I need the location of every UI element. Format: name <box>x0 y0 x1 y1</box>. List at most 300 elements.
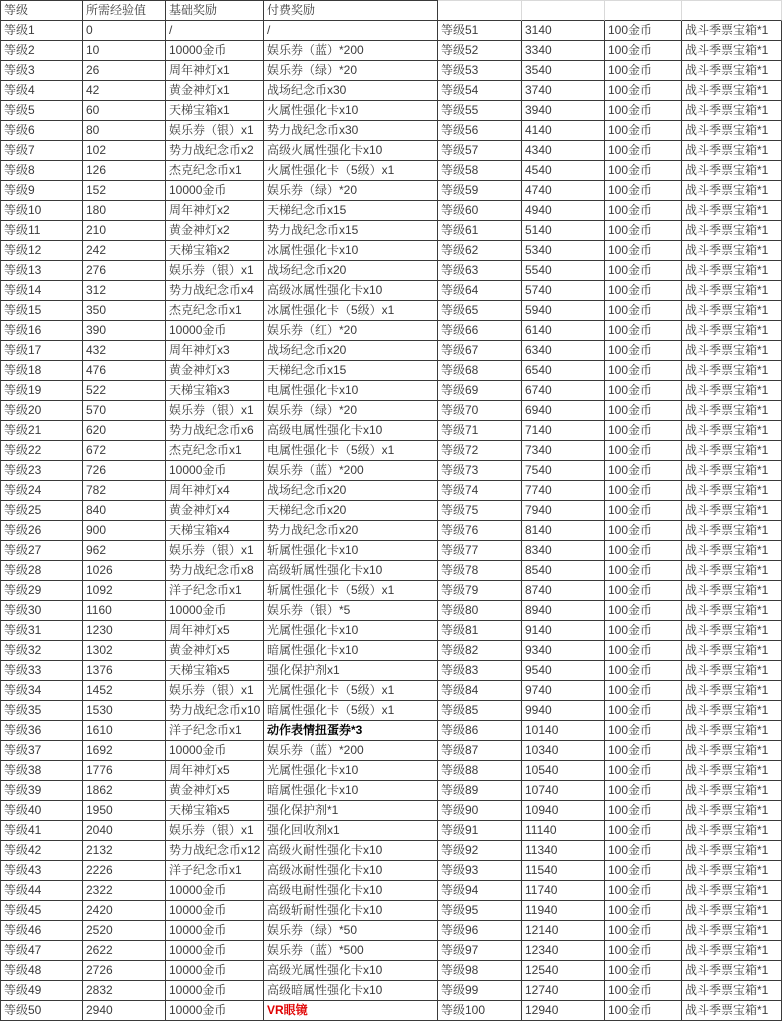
xp-cell[interactable]: 1302 <box>83 641 166 661</box>
basic-reward-cell[interactable]: 100金币 <box>605 961 682 981</box>
paid-reward-cell[interactable]: 强化回收剂x1 <box>264 821 438 841</box>
basic-reward-cell[interactable]: 100金币 <box>605 701 682 721</box>
basic-reward-cell[interactable]: 杰克纪念币x1 <box>166 161 264 181</box>
level-cell[interactable]: 等级84 <box>438 681 522 701</box>
paid-reward-cell[interactable]: 娱乐券（绿）*20 <box>264 181 438 201</box>
xp-cell[interactable]: 1092 <box>83 581 166 601</box>
paid-reward-cell[interactable]: 战斗季票宝箱*1 <box>682 721 782 741</box>
level-cell[interactable]: 等级13 <box>1 261 83 281</box>
basic-reward-cell[interactable]: 100金币 <box>605 261 682 281</box>
basic-reward-cell[interactable]: 100金币 <box>605 501 682 521</box>
level-cell[interactable]: 等级61 <box>438 221 522 241</box>
xp-cell[interactable]: 126 <box>83 161 166 181</box>
level-cell[interactable]: 等级71 <box>438 421 522 441</box>
basic-reward-cell[interactable]: 洋子纪念币x1 <box>166 861 264 881</box>
basic-reward-cell[interactable]: 10000金币 <box>166 1001 264 1021</box>
basic-reward-cell[interactable]: 100金币 <box>605 981 682 1001</box>
xp-cell[interactable]: 2726 <box>83 961 166 981</box>
level-cell[interactable]: 等级79 <box>438 581 522 601</box>
level-cell[interactable]: 等级8 <box>1 161 83 181</box>
level-cell[interactable]: 等级70 <box>438 401 522 421</box>
xp-cell[interactable]: 9140 <box>522 621 605 641</box>
xp-cell[interactable]: 2622 <box>83 941 166 961</box>
paid-reward-cell[interactable]: 高级电耐性强化卡x10 <box>264 881 438 901</box>
basic-reward-cell[interactable]: 天梯宝箱x5 <box>166 661 264 681</box>
paid-reward-cell[interactable]: 战斗季票宝箱*1 <box>682 621 782 641</box>
level-cell[interactable]: 等级96 <box>438 921 522 941</box>
level-cell[interactable]: 等级68 <box>438 361 522 381</box>
level-cell[interactable]: 等级95 <box>438 901 522 921</box>
basic-reward-cell[interactable]: 100金币 <box>605 281 682 301</box>
level-cell[interactable]: 等级89 <box>438 781 522 801</box>
level-cell[interactable]: 等级14 <box>1 281 83 301</box>
level-cell[interactable]: 等级97 <box>438 941 522 961</box>
paid-reward-cell[interactable]: 战斗季票宝箱*1 <box>682 281 782 301</box>
basic-reward-cell[interactable]: 100金币 <box>605 801 682 821</box>
basic-reward-cell[interactable]: 黄金神灯x2 <box>166 221 264 241</box>
basic-reward-cell[interactable]: 10000金币 <box>166 961 264 981</box>
level-cell[interactable]: 等级38 <box>1 761 83 781</box>
basic-reward-cell[interactable]: 100金币 <box>605 641 682 661</box>
level-cell[interactable]: 等级50 <box>1 1001 83 1021</box>
basic-reward-cell[interactable]: 周年神灯x5 <box>166 761 264 781</box>
basic-reward-cell[interactable]: 100金币 <box>605 181 682 201</box>
basic-reward-cell[interactable]: / <box>166 21 264 41</box>
level-cell[interactable]: 等级46 <box>1 921 83 941</box>
paid-reward-cell[interactable]: 战斗季票宝箱*1 <box>682 681 782 701</box>
level-cell[interactable]: 等级91 <box>438 821 522 841</box>
xp-cell[interactable]: 6540 <box>522 361 605 381</box>
paid-reward-cell[interactable]: 战斗季票宝箱*1 <box>682 381 782 401</box>
level-cell[interactable]: 等级11 <box>1 221 83 241</box>
level-cell[interactable]: 等级7 <box>1 141 83 161</box>
basic-reward-cell[interactable]: 黄金神灯x5 <box>166 781 264 801</box>
basic-reward-cell[interactable]: 100金币 <box>605 521 682 541</box>
xp-cell[interactable]: 4540 <box>522 161 605 181</box>
empty-header-cell[interactable] <box>605 1 682 21</box>
column-header-required-xp[interactable]: 所需经验值 <box>83 1 166 21</box>
xp-cell[interactable]: 782 <box>83 481 166 501</box>
level-cell[interactable]: 等级44 <box>1 881 83 901</box>
paid-reward-cell[interactable]: 战斗季票宝箱*1 <box>682 141 782 161</box>
level-cell[interactable]: 等级6 <box>1 121 83 141</box>
level-cell[interactable]: 等级20 <box>1 401 83 421</box>
level-cell[interactable]: 等级26 <box>1 521 83 541</box>
xp-cell[interactable]: 5740 <box>522 281 605 301</box>
paid-reward-cell[interactable]: 暗属性强化卡（5级）x1 <box>264 701 438 721</box>
xp-cell[interactable]: 276 <box>83 261 166 281</box>
xp-cell[interactable]: 12940 <box>522 1001 605 1021</box>
basic-reward-cell[interactable]: 黄金神灯x4 <box>166 501 264 521</box>
basic-reward-cell[interactable]: 娱乐券（银）x1 <box>166 821 264 841</box>
basic-reward-cell[interactable]: 天梯宝箱x2 <box>166 241 264 261</box>
basic-reward-cell[interactable]: 100金币 <box>605 581 682 601</box>
xp-cell[interactable]: 2132 <box>83 841 166 861</box>
level-cell[interactable]: 等级16 <box>1 321 83 341</box>
xp-cell[interactable]: 1026 <box>83 561 166 581</box>
basic-reward-cell[interactable]: 100金币 <box>605 461 682 481</box>
level-cell[interactable]: 等级15 <box>1 301 83 321</box>
xp-cell[interactable]: 210 <box>83 221 166 241</box>
level-cell[interactable]: 等级28 <box>1 561 83 581</box>
basic-reward-cell[interactable]: 10000金币 <box>166 901 264 921</box>
xp-cell[interactable]: 10740 <box>522 781 605 801</box>
level-cell[interactable]: 等级100 <box>438 1001 522 1021</box>
basic-reward-cell[interactable]: 周年神灯x2 <box>166 201 264 221</box>
paid-reward-cell[interactable]: 高级暗属性强化卡x10 <box>264 981 438 1001</box>
basic-reward-cell[interactable]: 势力战纪念币x12 <box>166 841 264 861</box>
xp-cell[interactable]: 1610 <box>83 721 166 741</box>
paid-reward-cell[interactable]: 冰属性强化卡（5级）x1 <box>264 301 438 321</box>
level-cell[interactable]: 等级77 <box>438 541 522 561</box>
paid-reward-cell[interactable]: 娱乐券（绿）*50 <box>264 921 438 941</box>
xp-cell[interactable]: 11540 <box>522 861 605 881</box>
xp-cell[interactable]: 11340 <box>522 841 605 861</box>
xp-cell[interactable]: 2040 <box>83 821 166 841</box>
level-cell[interactable]: 等级82 <box>438 641 522 661</box>
basic-reward-cell[interactable]: 娱乐券（银）x1 <box>166 121 264 141</box>
level-cell[interactable]: 等级55 <box>438 101 522 121</box>
basic-reward-cell[interactable]: 杰克纪念币x1 <box>166 301 264 321</box>
paid-reward-cell[interactable]: 战斗季票宝箱*1 <box>682 341 782 361</box>
xp-cell[interactable]: 4740 <box>522 181 605 201</box>
paid-reward-cell[interactable]: 战斗季票宝箱*1 <box>682 901 782 921</box>
paid-reward-cell[interactable]: 娱乐券（蓝）*200 <box>264 741 438 761</box>
basic-reward-cell[interactable]: 洋子纪念币x1 <box>166 581 264 601</box>
basic-reward-cell[interactable]: 10000金币 <box>166 181 264 201</box>
level-cell[interactable]: 等级62 <box>438 241 522 261</box>
xp-cell[interactable]: 5940 <box>522 301 605 321</box>
xp-cell[interactable]: 7740 <box>522 481 605 501</box>
xp-cell[interactable]: 8540 <box>522 561 605 581</box>
paid-reward-cell[interactable]: 斩属性强化卡（5级）x1 <box>264 581 438 601</box>
level-cell[interactable]: 等级10 <box>1 201 83 221</box>
basic-reward-cell[interactable]: 100金币 <box>605 821 682 841</box>
paid-reward-cell[interactable]: 势力战纪念币x20 <box>264 521 438 541</box>
paid-reward-cell[interactable]: 战斗季票宝箱*1 <box>682 161 782 181</box>
basic-reward-cell[interactable]: 娱乐券（银）x1 <box>166 261 264 281</box>
level-cell[interactable]: 等级58 <box>438 161 522 181</box>
xp-cell[interactable]: 2832 <box>83 981 166 1001</box>
paid-reward-cell[interactable]: 战斗季票宝箱*1 <box>682 461 782 481</box>
basic-reward-cell[interactable]: 100金币 <box>605 41 682 61</box>
paid-reward-cell[interactable]: 高级光属性强化卡x10 <box>264 961 438 981</box>
basic-reward-cell[interactable]: 天梯宝箱x3 <box>166 381 264 401</box>
level-cell[interactable]: 等级45 <box>1 901 83 921</box>
level-cell[interactable]: 等级75 <box>438 501 522 521</box>
xp-cell[interactable]: 10540 <box>522 761 605 781</box>
paid-reward-cell[interactable]: 势力战纪念币x15 <box>264 221 438 241</box>
paid-reward-cell[interactable]: 战斗季票宝箱*1 <box>682 61 782 81</box>
level-cell[interactable]: 等级37 <box>1 741 83 761</box>
basic-reward-cell[interactable]: 100金币 <box>605 241 682 261</box>
level-cell[interactable]: 等级25 <box>1 501 83 521</box>
basic-reward-cell[interactable]: 100金币 <box>605 301 682 321</box>
paid-reward-cell[interactable]: 光属性强化卡x10 <box>264 761 438 781</box>
level-cell[interactable]: 等级24 <box>1 481 83 501</box>
basic-reward-cell[interactable]: 100金币 <box>605 601 682 621</box>
basic-reward-cell[interactable]: 10000金币 <box>166 921 264 941</box>
paid-reward-cell[interactable]: 战斗季票宝箱*1 <box>682 761 782 781</box>
level-cell[interactable]: 等级63 <box>438 261 522 281</box>
level-cell[interactable]: 等级17 <box>1 341 83 361</box>
level-cell[interactable]: 等级52 <box>438 41 522 61</box>
paid-reward-cell[interactable]: 娱乐券（蓝）*200 <box>264 41 438 61</box>
xp-cell[interactable]: 12340 <box>522 941 605 961</box>
basic-reward-cell[interactable]: 100金币 <box>605 221 682 241</box>
level-cell[interactable]: 等级31 <box>1 621 83 641</box>
level-cell[interactable]: 等级39 <box>1 781 83 801</box>
basic-reward-cell[interactable]: 10000金币 <box>166 321 264 341</box>
basic-reward-cell[interactable]: 100金币 <box>605 121 682 141</box>
xp-cell[interactable]: 7140 <box>522 421 605 441</box>
level-cell[interactable]: 等级27 <box>1 541 83 561</box>
basic-reward-cell[interactable]: 周年神灯x5 <box>166 621 264 641</box>
basic-reward-cell[interactable]: 10000金币 <box>166 741 264 761</box>
paid-reward-cell[interactable]: 战斗季票宝箱*1 <box>682 121 782 141</box>
level-cell[interactable]: 等级35 <box>1 701 83 721</box>
level-cell[interactable]: 等级9 <box>1 181 83 201</box>
basic-reward-cell[interactable]: 势力战纪念币x4 <box>166 281 264 301</box>
paid-reward-cell[interactable]: 战斗季票宝箱*1 <box>682 221 782 241</box>
level-cell[interactable]: 等级88 <box>438 761 522 781</box>
level-cell[interactable]: 等级23 <box>1 461 83 481</box>
basic-reward-cell[interactable]: 10000金币 <box>166 981 264 1001</box>
basic-reward-cell[interactable]: 100金币 <box>605 921 682 941</box>
xp-cell[interactable]: 12540 <box>522 961 605 981</box>
xp-cell[interactable]: 1692 <box>83 741 166 761</box>
xp-cell[interactable]: 12140 <box>522 921 605 941</box>
xp-cell[interactable]: 2322 <box>83 881 166 901</box>
paid-reward-cell[interactable]: 战斗季票宝箱*1 <box>682 881 782 901</box>
paid-reward-cell[interactable]: 战斗季票宝箱*1 <box>682 481 782 501</box>
paid-reward-cell[interactable]: 战斗季票宝箱*1 <box>682 581 782 601</box>
level-cell[interactable]: 等级98 <box>438 961 522 981</box>
xp-cell[interactable]: 7340 <box>522 441 605 461</box>
paid-reward-cell[interactable]: 战斗季票宝箱*1 <box>682 741 782 761</box>
basic-reward-cell[interactable]: 100金币 <box>605 941 682 961</box>
paid-reward-cell[interactable]: 战斗季票宝箱*1 <box>682 861 782 881</box>
xp-cell[interactable]: 8340 <box>522 541 605 561</box>
level-cell[interactable]: 等级18 <box>1 361 83 381</box>
xp-cell[interactable]: 2420 <box>83 901 166 921</box>
basic-reward-cell[interactable]: 100金币 <box>605 841 682 861</box>
basic-reward-cell[interactable]: 100金币 <box>605 341 682 361</box>
paid-reward-cell[interactable]: 战斗季票宝箱*1 <box>682 441 782 461</box>
paid-reward-cell[interactable]: 战斗季票宝箱*1 <box>682 201 782 221</box>
xp-cell[interactable]: 962 <box>83 541 166 561</box>
basic-reward-cell[interactable]: 100金币 <box>605 361 682 381</box>
paid-reward-cell[interactable]: 战斗季票宝箱*1 <box>682 781 782 801</box>
level-cell[interactable]: 等级92 <box>438 841 522 861</box>
paid-reward-cell[interactable]: 战斗季票宝箱*1 <box>682 421 782 441</box>
xp-cell[interactable]: 312 <box>83 281 166 301</box>
paid-reward-cell[interactable]: 战斗季票宝箱*1 <box>682 241 782 261</box>
paid-reward-cell[interactable]: 高级火耐性强化卡x10 <box>264 841 438 861</box>
xp-cell[interactable]: 8940 <box>522 601 605 621</box>
basic-reward-cell[interactable]: 10000金币 <box>166 601 264 621</box>
paid-reward-cell[interactable]: 暗属性强化卡x10 <box>264 641 438 661</box>
basic-reward-cell[interactable]: 100金币 <box>605 881 682 901</box>
basic-reward-cell[interactable]: 10000金币 <box>166 461 264 481</box>
paid-reward-cell[interactable]: 娱乐券（蓝）*500 <box>264 941 438 961</box>
xp-cell[interactable]: 3340 <box>522 41 605 61</box>
xp-cell[interactable]: 4140 <box>522 121 605 141</box>
xp-cell[interactable]: 1376 <box>83 661 166 681</box>
paid-reward-cell[interactable]: 战场纪念币x20 <box>264 341 438 361</box>
xp-cell[interactable]: 4340 <box>522 141 605 161</box>
xp-cell[interactable]: 3540 <box>522 61 605 81</box>
level-cell[interactable]: 等级4 <box>1 81 83 101</box>
basic-reward-cell[interactable]: 黄金神灯x5 <box>166 641 264 661</box>
paid-reward-cell[interactable]: 战场纪念币x20 <box>264 481 438 501</box>
paid-reward-cell[interactable]: 火属性强化卡x10 <box>264 101 438 121</box>
xp-cell[interactable]: 1862 <box>83 781 166 801</box>
xp-cell[interactable]: 9540 <box>522 661 605 681</box>
level-cell[interactable]: 等级19 <box>1 381 83 401</box>
paid-reward-cell[interactable]: / <box>264 21 438 41</box>
level-cell[interactable]: 等级48 <box>1 961 83 981</box>
xp-cell[interactable]: 7940 <box>522 501 605 521</box>
paid-reward-cell[interactable]: 高级冰属性强化卡x10 <box>264 281 438 301</box>
basic-reward-cell[interactable]: 娱乐券（银）x1 <box>166 681 264 701</box>
xp-cell[interactable]: 1950 <box>83 801 166 821</box>
level-cell[interactable]: 等级93 <box>438 861 522 881</box>
basic-reward-cell[interactable]: 天梯宝箱x1 <box>166 101 264 121</box>
xp-cell[interactable]: 6740 <box>522 381 605 401</box>
basic-reward-cell[interactable]: 10000金币 <box>166 41 264 61</box>
xp-cell[interactable]: 9740 <box>522 681 605 701</box>
column-header-level[interactable]: 等级 <box>1 1 83 21</box>
basic-reward-cell[interactable]: 100金币 <box>605 741 682 761</box>
basic-reward-cell[interactable]: 100金币 <box>605 721 682 741</box>
basic-reward-cell[interactable]: 100金币 <box>605 761 682 781</box>
paid-reward-cell[interactable]: 战斗季票宝箱*1 <box>682 1001 782 1021</box>
xp-cell[interactable]: 476 <box>83 361 166 381</box>
xp-cell[interactable]: 620 <box>83 421 166 441</box>
xp-cell[interactable]: 6340 <box>522 341 605 361</box>
basic-reward-cell[interactable]: 100金币 <box>605 861 682 881</box>
paid-reward-cell[interactable]: 战斗季票宝箱*1 <box>682 261 782 281</box>
level-cell[interactable]: 等级87 <box>438 741 522 761</box>
xp-cell[interactable]: 6940 <box>522 401 605 421</box>
basic-reward-cell[interactable]: 周年神灯x4 <box>166 481 264 501</box>
basic-reward-cell[interactable]: 100金币 <box>605 381 682 401</box>
level-cell[interactable]: 等级86 <box>438 721 522 741</box>
paid-reward-cell[interactable]: 火属性强化卡（5级）x1 <box>264 161 438 181</box>
level-cell[interactable]: 等级1 <box>1 21 83 41</box>
level-cell[interactable]: 等级60 <box>438 201 522 221</box>
basic-reward-cell[interactable]: 洋子纪念币x1 <box>166 721 264 741</box>
paid-reward-cell[interactable]: 战斗季票宝箱*1 <box>682 641 782 661</box>
xp-cell[interactable]: 12740 <box>522 981 605 1001</box>
level-cell[interactable]: 等级76 <box>438 521 522 541</box>
xp-cell[interactable]: 5140 <box>522 221 605 241</box>
xp-cell[interactable]: 2520 <box>83 921 166 941</box>
xp-cell[interactable]: 4940 <box>522 201 605 221</box>
xp-cell[interactable]: 1160 <box>83 601 166 621</box>
basic-reward-cell[interactable]: 100金币 <box>605 901 682 921</box>
xp-cell[interactable]: 3940 <box>522 101 605 121</box>
xp-cell[interactable]: 42 <box>83 81 166 101</box>
paid-reward-cell[interactable]: 高级冰耐性强化卡x10 <box>264 861 438 881</box>
paid-reward-cell[interactable]: 高级斩耐性强化卡x10 <box>264 901 438 921</box>
paid-reward-cell[interactable]: 斩属性强化卡x10 <box>264 541 438 561</box>
xp-cell[interactable]: 10940 <box>522 801 605 821</box>
paid-reward-cell[interactable]: 天梯纪念币x20 <box>264 501 438 521</box>
level-cell[interactable]: 等级2 <box>1 41 83 61</box>
basic-reward-cell[interactable]: 天梯宝箱x5 <box>166 801 264 821</box>
basic-reward-cell[interactable]: 黄金神灯x3 <box>166 361 264 381</box>
basic-reward-cell[interactable]: 100金币 <box>605 61 682 81</box>
basic-reward-cell[interactable]: 周年神灯x1 <box>166 61 264 81</box>
xp-cell[interactable]: 522 <box>83 381 166 401</box>
level-cell[interactable]: 等级22 <box>1 441 83 461</box>
basic-reward-cell[interactable]: 100金币 <box>605 661 682 681</box>
paid-reward-cell[interactable]: 战斗季票宝箱*1 <box>682 81 782 101</box>
level-cell[interactable]: 等级80 <box>438 601 522 621</box>
basic-reward-cell[interactable]: 100金币 <box>605 681 682 701</box>
basic-reward-cell[interactable]: 100金币 <box>605 481 682 501</box>
xp-cell[interactable]: 5540 <box>522 261 605 281</box>
level-cell[interactable]: 等级41 <box>1 821 83 841</box>
paid-reward-cell[interactable]: 娱乐券（红）*20 <box>264 321 438 341</box>
paid-reward-cell[interactable]: 战斗季票宝箱*1 <box>682 601 782 621</box>
paid-reward-cell[interactable]: 战斗季票宝箱*1 <box>682 181 782 201</box>
basic-reward-cell[interactable]: 100金币 <box>605 161 682 181</box>
level-cell[interactable]: 等级34 <box>1 681 83 701</box>
xp-cell[interactable]: 102 <box>83 141 166 161</box>
basic-reward-cell[interactable]: 100金币 <box>605 401 682 421</box>
basic-reward-cell[interactable]: 天梯宝箱x4 <box>166 521 264 541</box>
level-cell[interactable]: 等级65 <box>438 301 522 321</box>
xp-cell[interactable]: 80 <box>83 121 166 141</box>
xp-cell[interactable]: 672 <box>83 441 166 461</box>
level-cell[interactable]: 等级83 <box>438 661 522 681</box>
empty-header-cell[interactable] <box>682 1 782 21</box>
level-cell[interactable]: 等级94 <box>438 881 522 901</box>
level-cell[interactable]: 等级56 <box>438 121 522 141</box>
empty-header-cell[interactable] <box>522 1 605 21</box>
xp-cell[interactable]: 11940 <box>522 901 605 921</box>
xp-cell[interactable]: 10140 <box>522 721 605 741</box>
xp-cell[interactable]: 11740 <box>522 881 605 901</box>
basic-reward-cell[interactable]: 10000金币 <box>166 881 264 901</box>
level-cell[interactable]: 等级21 <box>1 421 83 441</box>
paid-reward-cell[interactable]: 战斗季票宝箱*1 <box>682 21 782 41</box>
empty-header-cell[interactable] <box>438 1 522 21</box>
level-cell[interactable]: 等级85 <box>438 701 522 721</box>
level-cell[interactable]: 等级99 <box>438 981 522 1001</box>
basic-reward-cell[interactable]: 势力战纪念币x2 <box>166 141 264 161</box>
paid-reward-cell[interactable]: 娱乐券（银）*5 <box>264 601 438 621</box>
xp-cell[interactable]: 3740 <box>522 81 605 101</box>
xp-cell[interactable]: 3140 <box>522 21 605 41</box>
basic-reward-cell[interactable]: 势力战纪念币x10 <box>166 701 264 721</box>
paid-reward-cell[interactable]: 战斗季票宝箱*1 <box>682 101 782 121</box>
paid-reward-cell[interactable]: 战斗季票宝箱*1 <box>682 841 782 861</box>
paid-reward-cell[interactable]: 娱乐券（蓝）*200 <box>264 461 438 481</box>
paid-reward-cell[interactable]: 战斗季票宝箱*1 <box>682 541 782 561</box>
paid-reward-cell[interactable]: 高级斩属性强化卡x10 <box>264 561 438 581</box>
xp-cell[interactable]: 2226 <box>83 861 166 881</box>
xp-cell[interactable]: 10 <box>83 41 166 61</box>
level-cell[interactable]: 等级73 <box>438 461 522 481</box>
level-cell[interactable]: 等级5 <box>1 101 83 121</box>
paid-reward-cell[interactable]: VR眼镜 <box>264 1001 438 1021</box>
paid-reward-cell[interactable]: 战斗季票宝箱*1 <box>682 961 782 981</box>
xp-cell[interactable]: 11140 <box>522 821 605 841</box>
